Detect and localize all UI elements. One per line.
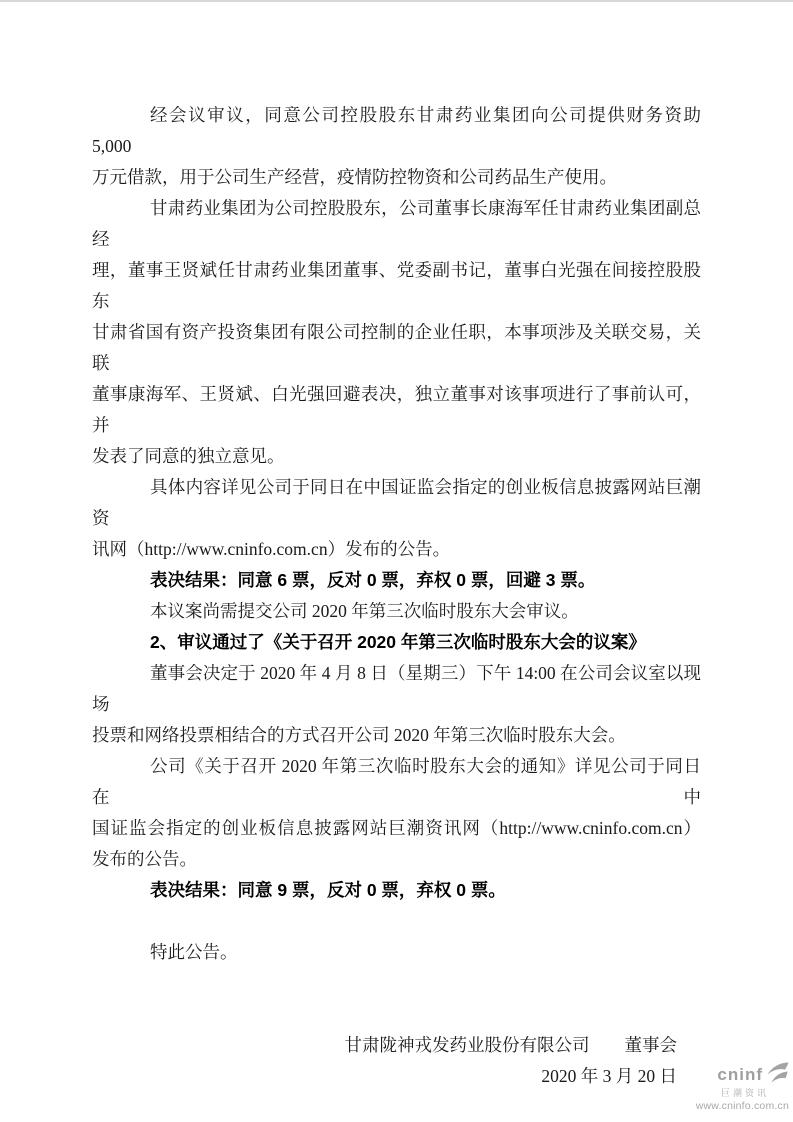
text-line: 甘肃陇神戎发药业股份有限公司 董事会	[344, 1035, 677, 1055]
text-line: 本议案尚需提交公司 2020 年第三次临时股东大会审议。	[150, 601, 579, 621]
cninfo-wordmark: cninf	[717, 1064, 763, 1084]
document-body	[92, 100, 701, 1092]
text-line: 发表了同意的独立意见。	[92, 446, 285, 466]
text-line: 具体内容详见公司于同日在中国证监会指定的创业板信息披露网站巨潮资	[92, 477, 701, 528]
cninfo-site-name: 巨潮资讯	[720, 1087, 769, 1098]
emphasis-line: 表决结果：同意 9 票，反对 0 票，弃权 0 票。	[150, 880, 506, 900]
text-line: 国证监会指定的创业板信息披露网站巨潮资讯网（http://www.cninfo.com.cn）	[92, 818, 701, 838]
text-line: 投票和网络投票相结合的方式召开公司 2020 年第三次临时股东大会。	[92, 725, 626, 745]
text-line: 理，董事王贤斌任甘肃药业集团董事、党委副书记，董事白光强在间接控股股东	[92, 260, 701, 311]
text-line: 甘肃省国有资产投资集团有限公司控制的企业任职，本事项涉及关联交易，关联	[92, 322, 701, 373]
text-line: 董事会决定于 2020 年 4 月 8 日（星期三）下午 14:00 在公司会议室以现场	[92, 663, 701, 714]
emphasis-line: 2、审议通过了《关于召开 2020 年第三次临时股东大会的议案》	[150, 632, 646, 652]
blank-line	[92, 906, 701, 937]
cninfo-watermark	[696, 1062, 789, 1112]
cninfo-site-url: www.cninfo.com.cn	[695, 1099, 789, 1112]
blank-line	[92, 999, 701, 1030]
text-line: 甘肃药业集团为公司控股股东，公司董事长康海军任甘肃药业集团副总经	[92, 198, 701, 249]
emphasis-line: 表决结果：同意 6 票，反对 0 票，弃权 0 票，回避 3 票。	[150, 570, 596, 590]
cninfo-logo-row	[696, 1062, 789, 1087]
blank-line	[92, 968, 701, 999]
text-line: 经会议审议，同意公司控股股东甘肃药业集团向公司提供财务资助 5,000	[92, 105, 701, 156]
text-line: 董事康海军、王贤斌、白光强回避表决，独立董事对该事项进行了事前认可，并	[92, 384, 701, 435]
text-line: 万元借款，用于公司生产经营，疫情防控物资和公司药品生产使用。	[92, 167, 617, 187]
text-line: 公司《关于召开 2020 年第三次临时股东大会的通知》详见公司于同日在中	[92, 756, 701, 807]
text-line: 讯网（http://www.cninfo.com.cn）发布的公告。	[92, 539, 451, 559]
text-line: 发布的公告。	[92, 849, 197, 869]
cninfo-swirl-icon	[765, 1062, 789, 1087]
text-line: 特此公告。	[150, 942, 238, 962]
text-line: 2020 年 3 月 20 日	[541, 1066, 677, 1086]
